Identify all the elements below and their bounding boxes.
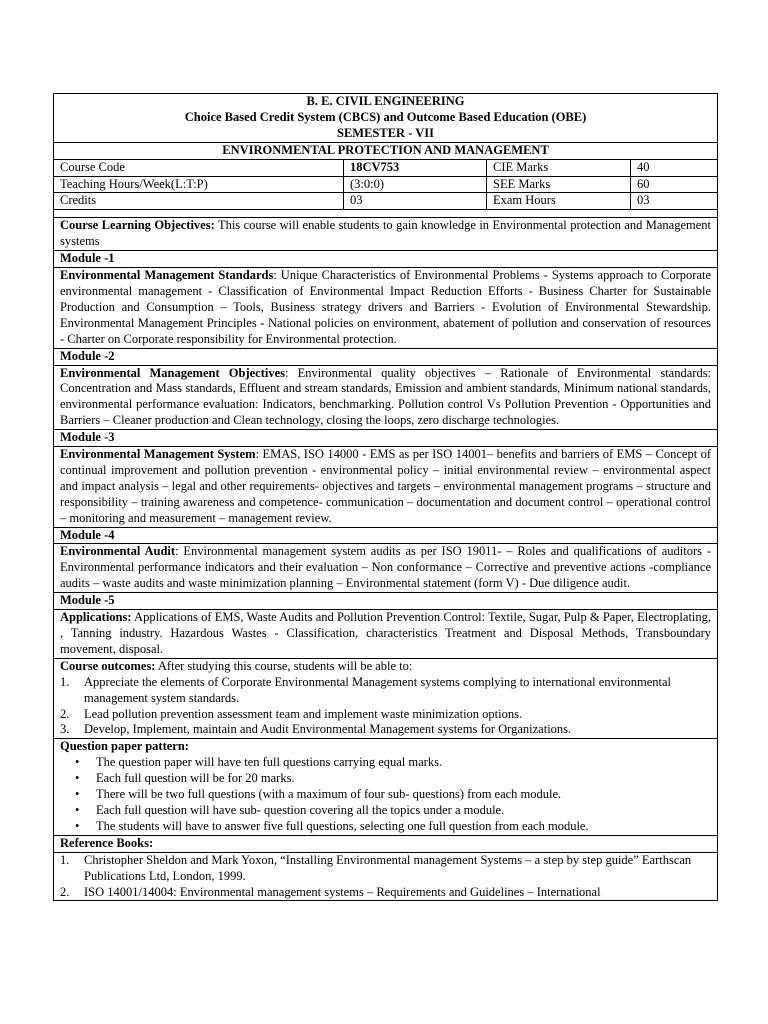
list-item	[60, 771, 711, 787]
course-code-value: 18CV753	[344, 159, 487, 176]
see-marks-label: SEE Marks	[487, 176, 631, 193]
outcomes-row	[54, 658, 718, 739]
references-cell	[54, 852, 718, 901]
module-3-title: Environmental Management System	[60, 447, 256, 462]
syllabus-document	[53, 93, 717, 901]
outcomes-list	[60, 675, 711, 739]
bullet-icon: •	[75, 755, 80, 770]
module-5-heading: Module -5	[54, 593, 718, 610]
objectives-row	[54, 218, 718, 251]
header-cell	[54, 94, 718, 143]
module-content-row	[54, 544, 718, 593]
module-4-heading: Module -4	[54, 527, 718, 544]
spacer-row	[54, 210, 718, 218]
item-text: Appreciate the elements of Corporate Environmental Management systems complying to international environmental management system standards.	[84, 674, 671, 705]
outcomes-label: Course outcomes:	[60, 658, 156, 673]
outcomes-cell	[54, 658, 718, 739]
course-title-row	[54, 142, 718, 159]
outcomes-intro-line	[60, 659, 711, 675]
item-text: Christopher Sheldon and Mark Yoxon, “Installing Environmental management Systems – a step by step guide” Earthscan Publications Ltd, London, 1999.	[84, 852, 692, 883]
module-2-heading: Module -2	[54, 348, 718, 365]
module-3-heading: Module -3	[54, 430, 718, 447]
module-content-row	[54, 447, 718, 528]
list-item	[60, 675, 711, 707]
info-row-credits	[54, 193, 718, 210]
item-number: 1.	[60, 674, 70, 689]
module-content-row	[54, 365, 718, 430]
list-item	[60, 885, 711, 901]
module-2-title: Environmental Management Objectives	[60, 365, 286, 380]
module-heading-row	[54, 593, 718, 610]
item-text: Lead pollution prevention assessment team and implement waste minimization options.	[84, 706, 523, 721]
module-5-text: Applications of EMS, Waste Audits and Pollution Prevention Control: Textile, Sugar, Pulp & Paper, Electroplating, , Tanning industry. Hazardous Wastes - Classification, characteristics Treatment and Disposal Methods, Transboundary movement, disposal.	[60, 610, 712, 656]
exam-hours-label: Exam Hours	[487, 193, 631, 210]
header-row	[54, 94, 718, 143]
question-pattern-row	[54, 739, 718, 835]
info-row-course-code	[54, 159, 718, 176]
course-title: ENVIRONMENTAL PROTECTION AND MANAGEMENT	[54, 142, 718, 159]
module-5-title: Applications:	[60, 610, 132, 625]
module-content-row	[54, 610, 718, 659]
item-text: The students will have to answer five full questions, selecting one full question from each module.	[96, 818, 589, 833]
module-1-heading: Module -1	[54, 251, 718, 268]
module-1-title: Environmental Management Standards	[60, 268, 274, 283]
credits-value: 03	[344, 193, 487, 210]
syllabus-table	[53, 93, 718, 901]
info-row-teaching	[54, 176, 718, 193]
scheme-title: Choice Based Credit System (CBCS) and Outcome Based Education (OBE)	[184, 109, 587, 124]
module-4-content	[54, 544, 718, 593]
objectives-text: This course will enable students to gain knowledge in Environmental protection and Management systems	[60, 218, 712, 249]
cie-marks-value: 40	[631, 159, 718, 176]
module-heading-row	[54, 348, 718, 365]
program-title: B. E. CIVIL ENGINEERING	[306, 94, 465, 108]
module-heading-row	[54, 251, 718, 268]
question-pattern-cell	[54, 739, 718, 835]
semester-title: SEMESTER - VII	[337, 125, 435, 140]
list-item	[60, 819, 711, 835]
module-5-content	[54, 610, 718, 659]
outcomes-intro: After studying this course, students will be able to:	[155, 658, 413, 673]
module-4-title: Environmental Audit	[60, 544, 176, 559]
see-marks-value: 60	[631, 176, 718, 193]
module-1-text: : Unique Characteristics of Environmental Problems - Systems approach to Corporate environmental management - Classification of Environmental Impact Reduction Efforts - Business Charter for Sustainable Production and Consumption – Tools, Business strategy drivers and Barriers - Evolution of Environmental Stewardship. Environmental Management Principles - National policies on environment, abatement of pollution and conservation of resources - Charter on Corporate responsibility for Environmental protection.	[60, 268, 712, 346]
module-heading-row	[54, 430, 718, 447]
objectives-label: Course Learning Objectives:	[60, 218, 215, 233]
module-content-row	[54, 268, 718, 349]
module-2-content	[54, 365, 718, 430]
item-text: Each full question will be for 20 marks.	[96, 771, 295, 786]
item-text: Each full question will have sub- question covering all the topics under a module.	[96, 802, 505, 817]
list-item	[60, 787, 711, 803]
module-2-text: : Environmental quality objectives – Rationale of Environmental standards: Concentration and Mass standards, Effluent and stream standards, Emission and ambient standards, Minimum national standards, environmental performance evaluation: Indicators, benchmarking. Pollution control Vs Pollution Prevention - Opportunities and Barriers – Cleaner production and Clean technology, closing the loops, zero discharge technologies.	[60, 365, 712, 428]
item-number: 2.	[60, 884, 70, 899]
module-1-content	[54, 268, 718, 349]
list-item	[60, 853, 711, 885]
item-text: There will be two full questions (with a maximum of four sub- questions) from each module.	[96, 787, 562, 802]
teaching-hours-value: (3:0:0)	[344, 176, 487, 193]
item-text: Develop, Implement, maintain and Audit Environmental Management systems for Organizations.	[84, 722, 572, 737]
question-pattern-list	[60, 755, 711, 835]
bullet-icon: •	[75, 771, 80, 786]
cie-marks-label: CIE Marks	[487, 159, 631, 176]
item-number: 2.	[60, 706, 70, 721]
module-4-text: : Environmental management system audits as per ISO 19011- – Roles and qualifications of auditors - Environmental performance indicators and their evaluation – Non conformance – Corrective and preventive actions -compliance audits – waste audits and waste minimization planning – Environmental statement (form V) - Due diligence audit.	[60, 544, 712, 591]
list-item	[60, 755, 711, 771]
module-3-text: : EMAS, ISO 14000 - EMS as per ISO 14001– benefits and barriers of EMS – Concept of continual improvement and pollution prevention - environmental policy – initial environmental review – environmental aspect and impact analysis – legal and other requirements- objectives and targets – environmental management programs – structure and responsibility – training awareness and competence- communication – documentation and document control – operational control – monitoring and measurement – management review.	[60, 447, 712, 525]
item-number: 3.	[60, 722, 70, 737]
teaching-hours-label: Teaching Hours/Week(L:T:P)	[54, 176, 344, 193]
bullet-icon: •	[75, 787, 80, 802]
item-text: The question paper will have ten full questions carrying equal marks.	[96, 755, 443, 770]
module-3-content	[54, 447, 718, 528]
bullet-icon: •	[75, 818, 80, 833]
objectives-cell	[54, 218, 718, 251]
item-text: ISO 14001/14004: Environmental management systems – Requirements and Guidelines – International	[84, 884, 601, 899]
references-label: Reference Books:	[54, 835, 718, 852]
question-pattern-label: Question paper pattern:	[60, 739, 189, 754]
references-heading-row	[54, 835, 718, 852]
exam-hours-value: 03	[631, 193, 718, 210]
item-number: 1.	[60, 852, 70, 867]
credits-label: Credits	[54, 193, 344, 210]
spacer-cell	[54, 210, 718, 218]
references-list	[60, 853, 711, 901]
list-item	[60, 707, 711, 723]
module-heading-row	[54, 527, 718, 544]
list-item	[60, 722, 711, 738]
course-code-label: Course Code	[54, 159, 344, 176]
bullet-icon: •	[75, 802, 80, 817]
list-item	[60, 803, 711, 819]
references-row	[54, 852, 718, 901]
